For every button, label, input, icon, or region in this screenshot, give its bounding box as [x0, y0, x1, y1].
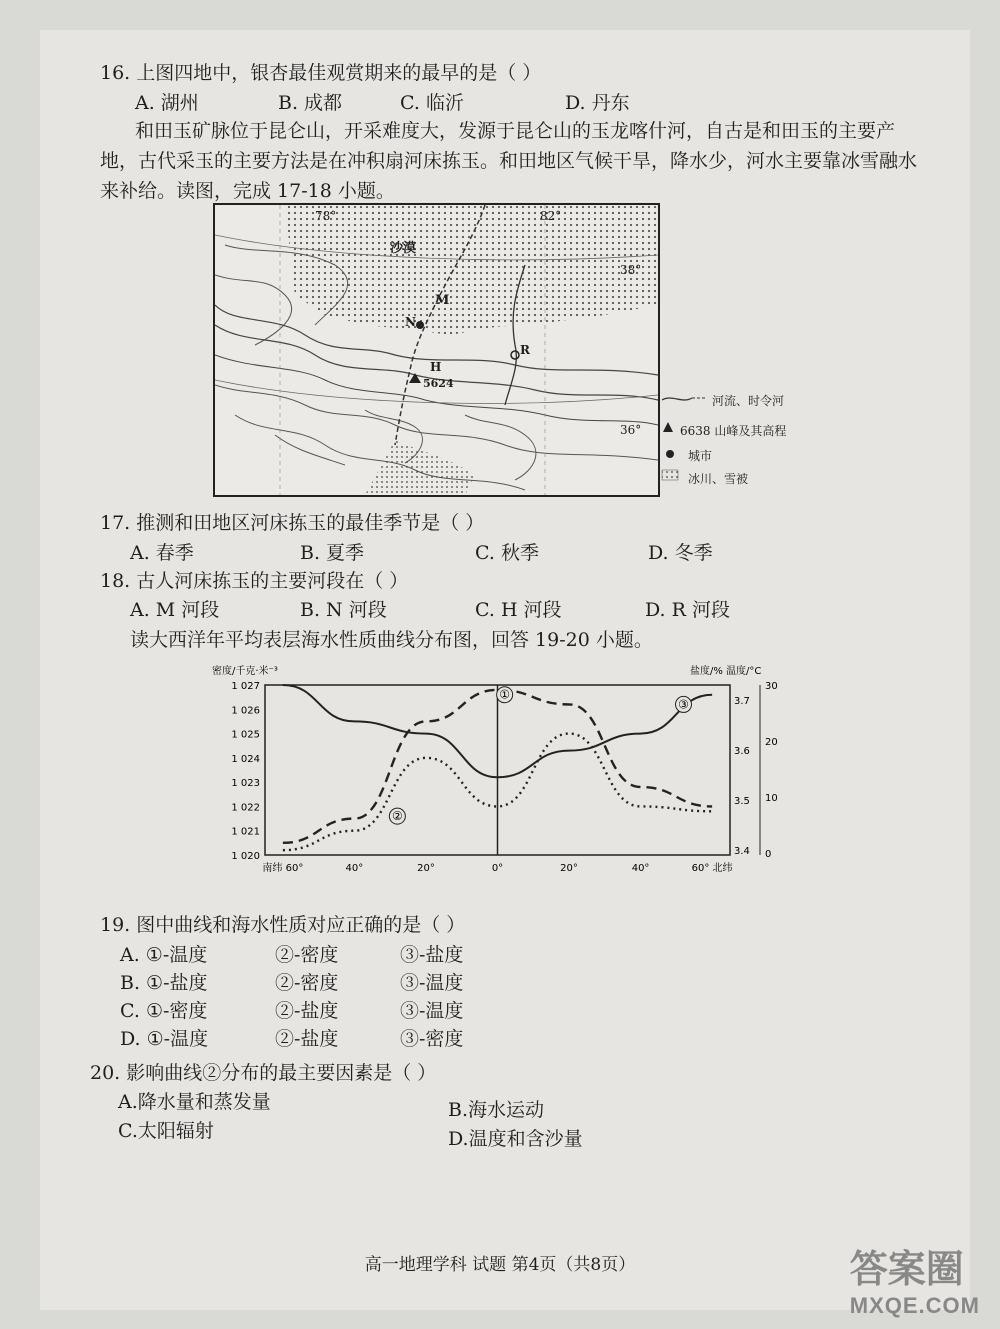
q18-option-d: D. R 河段: [645, 599, 730, 621]
intro1-line2: 地，古代采玉的主要方法是在冲积扇河床拣玉。和田地区气候干旱，降水少，河水主要靠冰雪融水: [100, 150, 918, 172]
intro1-line3: 来补给。读图，完成 17-18 小题。: [100, 180, 395, 202]
lon-label-78: 78°: [315, 209, 337, 223]
page-footer: 高一地理学科 试题 第4页（共8页）: [364, 1255, 636, 1275]
salinity-tick: 3.4: [734, 846, 750, 857]
point-r: R: [520, 343, 530, 357]
q19-c-3: ③-温度: [400, 1000, 464, 1022]
peak-label: 5624: [423, 377, 454, 390]
point-n: N: [405, 315, 416, 329]
q20-option-b: B.海水运动: [448, 1099, 545, 1121]
q19-c-1: C. ①-密度: [120, 1000, 208, 1022]
lat-label-38: 38°: [620, 263, 642, 277]
city-marker-2: [511, 351, 519, 359]
q18-option-c: C. H 河段: [475, 599, 562, 621]
salinity-tick: 3.5: [734, 796, 750, 807]
q16-stem: 16. 上图四地中，银杏最佳观赏期来的最早的是（ ）: [100, 62, 542, 84]
q19-b-3: ③-温度: [400, 972, 464, 994]
x-tick: 60° 北纬: [691, 863, 733, 874]
chart-svg: [210, 660, 790, 890]
q19-c-2: ②-盐度: [275, 1000, 339, 1022]
legend-glacier: 冰川、雪被: [688, 472, 749, 486]
lat-label-36: 36°: [620, 423, 642, 437]
density-tick: 1 023: [231, 778, 260, 790]
intro2: 读大西洋年平均表层海水性质曲线分布图，回答 19-20 小题。: [130, 629, 653, 651]
legend-city: 城市: [688, 449, 713, 463]
q18-option-a: A. M 河段: [130, 599, 220, 621]
q19-stem: 19. 图中曲线和海水性质对应正确的是（ ）: [100, 914, 466, 936]
q17-option-c: C. 秋季: [475, 542, 539, 564]
city-marker: [416, 321, 424, 329]
legend-river: 河流、时令河: [712, 394, 785, 408]
x-tick: 40°: [345, 863, 364, 874]
q17-option-b: B. 夏季: [300, 542, 365, 564]
density-tick: 1 027: [231, 681, 260, 692]
q16-option-a: A. 湖州: [135, 92, 199, 114]
salinity-tick: 3.6: [734, 746, 750, 757]
density-tick: 1 022: [231, 802, 260, 814]
point-h: H: [430, 360, 442, 374]
q19-b-1: B. ①-盐度: [120, 972, 208, 994]
temperature-tick: 20: [765, 737, 778, 748]
watermark-url: MXQE.COM: [849, 1293, 980, 1318]
site-watermark: [850, 1238, 980, 1319]
q16-option-c: C. 临沂: [400, 92, 464, 114]
peak-marker: [409, 373, 421, 383]
temperature-tick: 0: [765, 849, 772, 860]
q19-a-2: ②-密度: [275, 944, 339, 966]
q18-stem: 18. 古人河床拣玉的主要河段在（ ）: [100, 570, 409, 592]
left-axis-label: 密度/千克·米⁻³: [212, 666, 278, 677]
x-tick: 南纬 60°: [262, 863, 304, 874]
q20-stem: 20. 影响曲线②分布的最主要因素是（ ）: [90, 1062, 437, 1084]
density-tick: 1 026: [231, 705, 260, 717]
lon-label-82: 82°: [540, 209, 562, 223]
x-tick: 0°: [491, 863, 504, 874]
series-label-1: ①: [499, 687, 511, 702]
q17-option-a: A. 春季: [130, 542, 194, 564]
x-tick: 20°: [560, 863, 578, 874]
x-tick: 20°: [417, 863, 435, 874]
q17-stem: 17. 推测和田地区河床拣玉的最佳季节是（ ）: [100, 512, 485, 534]
watermark-cn: 答案圈: [849, 1249, 964, 1291]
q16-option-d: D. 丹东: [565, 92, 630, 114]
point-m: M: [435, 293, 450, 308]
q19-b-2: ②-密度: [275, 972, 339, 994]
x-tick: 40°: [631, 863, 650, 874]
q19-d-2: ②-盐度: [275, 1028, 339, 1050]
q19-d-3: ③-密度: [400, 1028, 464, 1050]
series-label-2: ②: [391, 809, 403, 824]
temperature-tick: 30: [765, 681, 778, 692]
q20-option-d: D.温度和含沙量: [448, 1128, 583, 1150]
q20-option-a: A.降水量和蒸发量: [118, 1091, 271, 1113]
legend-peak: 6638 山峰及其高程: [680, 424, 787, 438]
desert-label: 沙漠: [390, 241, 417, 256]
salinity-tick: 3.7: [734, 696, 750, 707]
q17-option-d: D. 冬季: [648, 542, 713, 564]
map-legend: [660, 390, 810, 490]
q16-option-b: B. 成都: [278, 92, 343, 114]
q20-option-c: C.太阳辐射: [118, 1120, 214, 1142]
series-label-3: ③: [678, 697, 689, 712]
q19-a-3: ③-盐度: [400, 944, 464, 966]
density-tick: 1 021: [231, 826, 260, 838]
density-tick: 1 020: [231, 851, 260, 862]
map-drawing: [215, 205, 658, 495]
hotan-map: [213, 203, 660, 497]
atlantic-chart: [210, 660, 790, 890]
q19-a-1: A. ①-温度: [120, 944, 208, 966]
density-tick: 1 025: [231, 729, 260, 741]
temperature-tick: 10: [765, 793, 778, 804]
intro1-line1: 和田玉矿脉位于昆仑山，开采难度大，发源于昆仑山的玉龙喀什河，自古是和田玉的主要产: [135, 120, 896, 142]
density-tick: 1 024: [231, 753, 260, 765]
q18-option-b: B. N 河段: [300, 599, 387, 621]
right-axis-label: 盐度/% 温度/°C: [690, 666, 762, 677]
q19-d-1: D. ①-温度: [120, 1028, 209, 1050]
